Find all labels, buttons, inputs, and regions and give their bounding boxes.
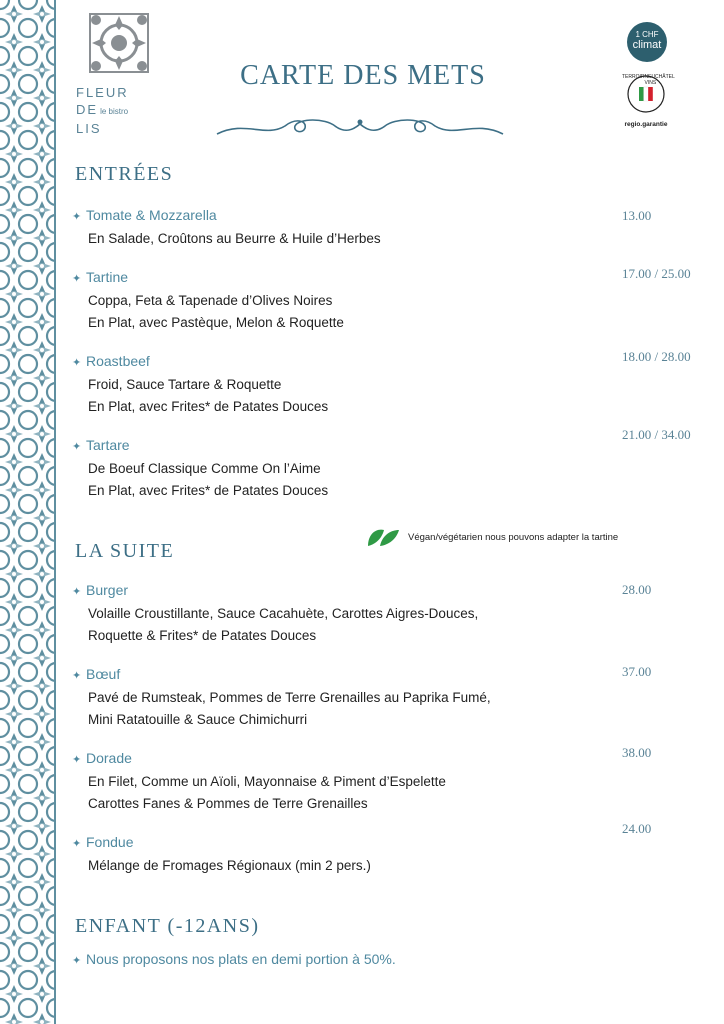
item-desc: Mini Ratatouille & Sauce Chimichurri [88, 712, 308, 727]
logo-line-3: LIS [76, 121, 102, 136]
item-name: Tartine [86, 269, 129, 285]
item-price: 28.00 [622, 582, 652, 597]
logo-subtitle: le bistro [100, 107, 129, 116]
menu-item [72, 350, 712, 418]
sparkle-icon: ✦ [72, 211, 82, 223]
climat-badge [627, 22, 667, 62]
item-price: 13.00 [622, 208, 652, 223]
item-desc: Coppa, Feta & Tapenade d’Olives Noires [88, 293, 333, 308]
section-title-entrees: ENTRÉES [75, 163, 174, 185]
item-desc: En Plat, avec Frites* de Patates Douces [88, 483, 329, 498]
leaf-icon [366, 526, 400, 548]
sparkle-icon: ✦ [72, 754, 82, 766]
terroir-bottom-text: regio.garantie [624, 121, 668, 128]
item-desc: En Plat, avec Frites* de Patates Douces [88, 399, 329, 414]
tile-border [0, 0, 56, 1024]
item-desc: Carottes Fanes & Pommes de Terre Grenailles [88, 796, 368, 811]
menu-item [72, 434, 712, 502]
sparkle-icon: ✦ [72, 838, 82, 850]
item-desc: En Salade, Croûtons au Beurre & Huile d’Herbes [88, 231, 381, 246]
sparkle-icon: ✦ [72, 441, 82, 453]
sparkle-icon: ✦ [72, 586, 82, 598]
menu-item [72, 663, 712, 731]
page-title: CARTE DES METS [240, 60, 486, 91]
menu-item [72, 579, 712, 647]
item-price: 18.00 / 28.00 [622, 349, 691, 364]
fleur-de-lis-logo-icon [74, 12, 164, 74]
item-name: Bœuf [86, 666, 121, 682]
vegan-note-text: Végan/végétarien nous pouvons adapter la tartine [408, 531, 619, 543]
enfant-note-text: Nous proposons nos plats en demi portion à 50%. [86, 951, 396, 967]
sparkle-icon: ✦ [72, 273, 82, 285]
logo-line-1: FLEUR [76, 85, 129, 100]
climat-badge-line2: climat [632, 39, 662, 51]
item-price: 17.00 / 25.00 [622, 266, 691, 281]
sparkle-icon: ✦ [72, 357, 82, 369]
item-name: Fondue [86, 834, 134, 850]
climat-badge-line1: 1 CHF [635, 30, 659, 39]
item-desc: Roquette & Frites* de Patates Douces [88, 628, 317, 643]
enfant-note [72, 951, 396, 967]
item-desc: En Filet, Comme un Aïoli, Mayonnaise & Piment d’Espelette [88, 774, 446, 789]
terroir-left-text: TERROIR [622, 74, 645, 80]
vegan-note [366, 526, 618, 548]
item-desc: De Boeuf Classique Comme On l’Aime [88, 461, 321, 476]
logo-wordmark [76, 84, 129, 137]
section-title-suite: LA SUITE [75, 540, 175, 562]
item-desc: Pavé de Rumsteak, Pommes de Terre Grenailles au Paprika Fumé, [88, 690, 491, 705]
sparkle-icon: ✦ [72, 670, 82, 682]
item-desc: Mélange de Fromages Régionaux (min 2 pers.) [88, 858, 371, 873]
item-price: 24.00 [622, 821, 652, 836]
menu-item [72, 831, 712, 877]
menu-item [72, 266, 712, 334]
item-name: Burger [86, 582, 129, 598]
menu-item [72, 204, 712, 250]
item-name: Tartare [86, 437, 130, 453]
item-desc: Froid, Sauce Tartare & Roquette [88, 377, 282, 392]
item-price: 37.00 [622, 664, 652, 679]
item-price: 21.00 / 34.00 [622, 427, 691, 442]
item-desc: En Plat, avec Pastèque, Melon & Roquette [88, 315, 344, 330]
menu-item [72, 747, 712, 815]
terroir-badge [620, 74, 675, 128]
item-name: Dorade [86, 750, 132, 766]
terroir-right-text: NEUCHÂTEL VINS [644, 74, 675, 86]
item-desc: Volaille Croustillante, Sauce Cacahuète, Carottes Aigres-Douces, [88, 606, 479, 621]
section-title-enfant: ENFANT (-12ANS) [75, 915, 260, 937]
logo-line-2: DE [76, 102, 99, 117]
flourish-ornament-icon [215, 110, 505, 140]
item-price: 38.00 [622, 745, 652, 760]
item-name: Roastbeef [86, 353, 150, 369]
item-name: Tomate & Mozzarella [86, 207, 217, 223]
sparkle-icon: ✦ [72, 955, 82, 967]
